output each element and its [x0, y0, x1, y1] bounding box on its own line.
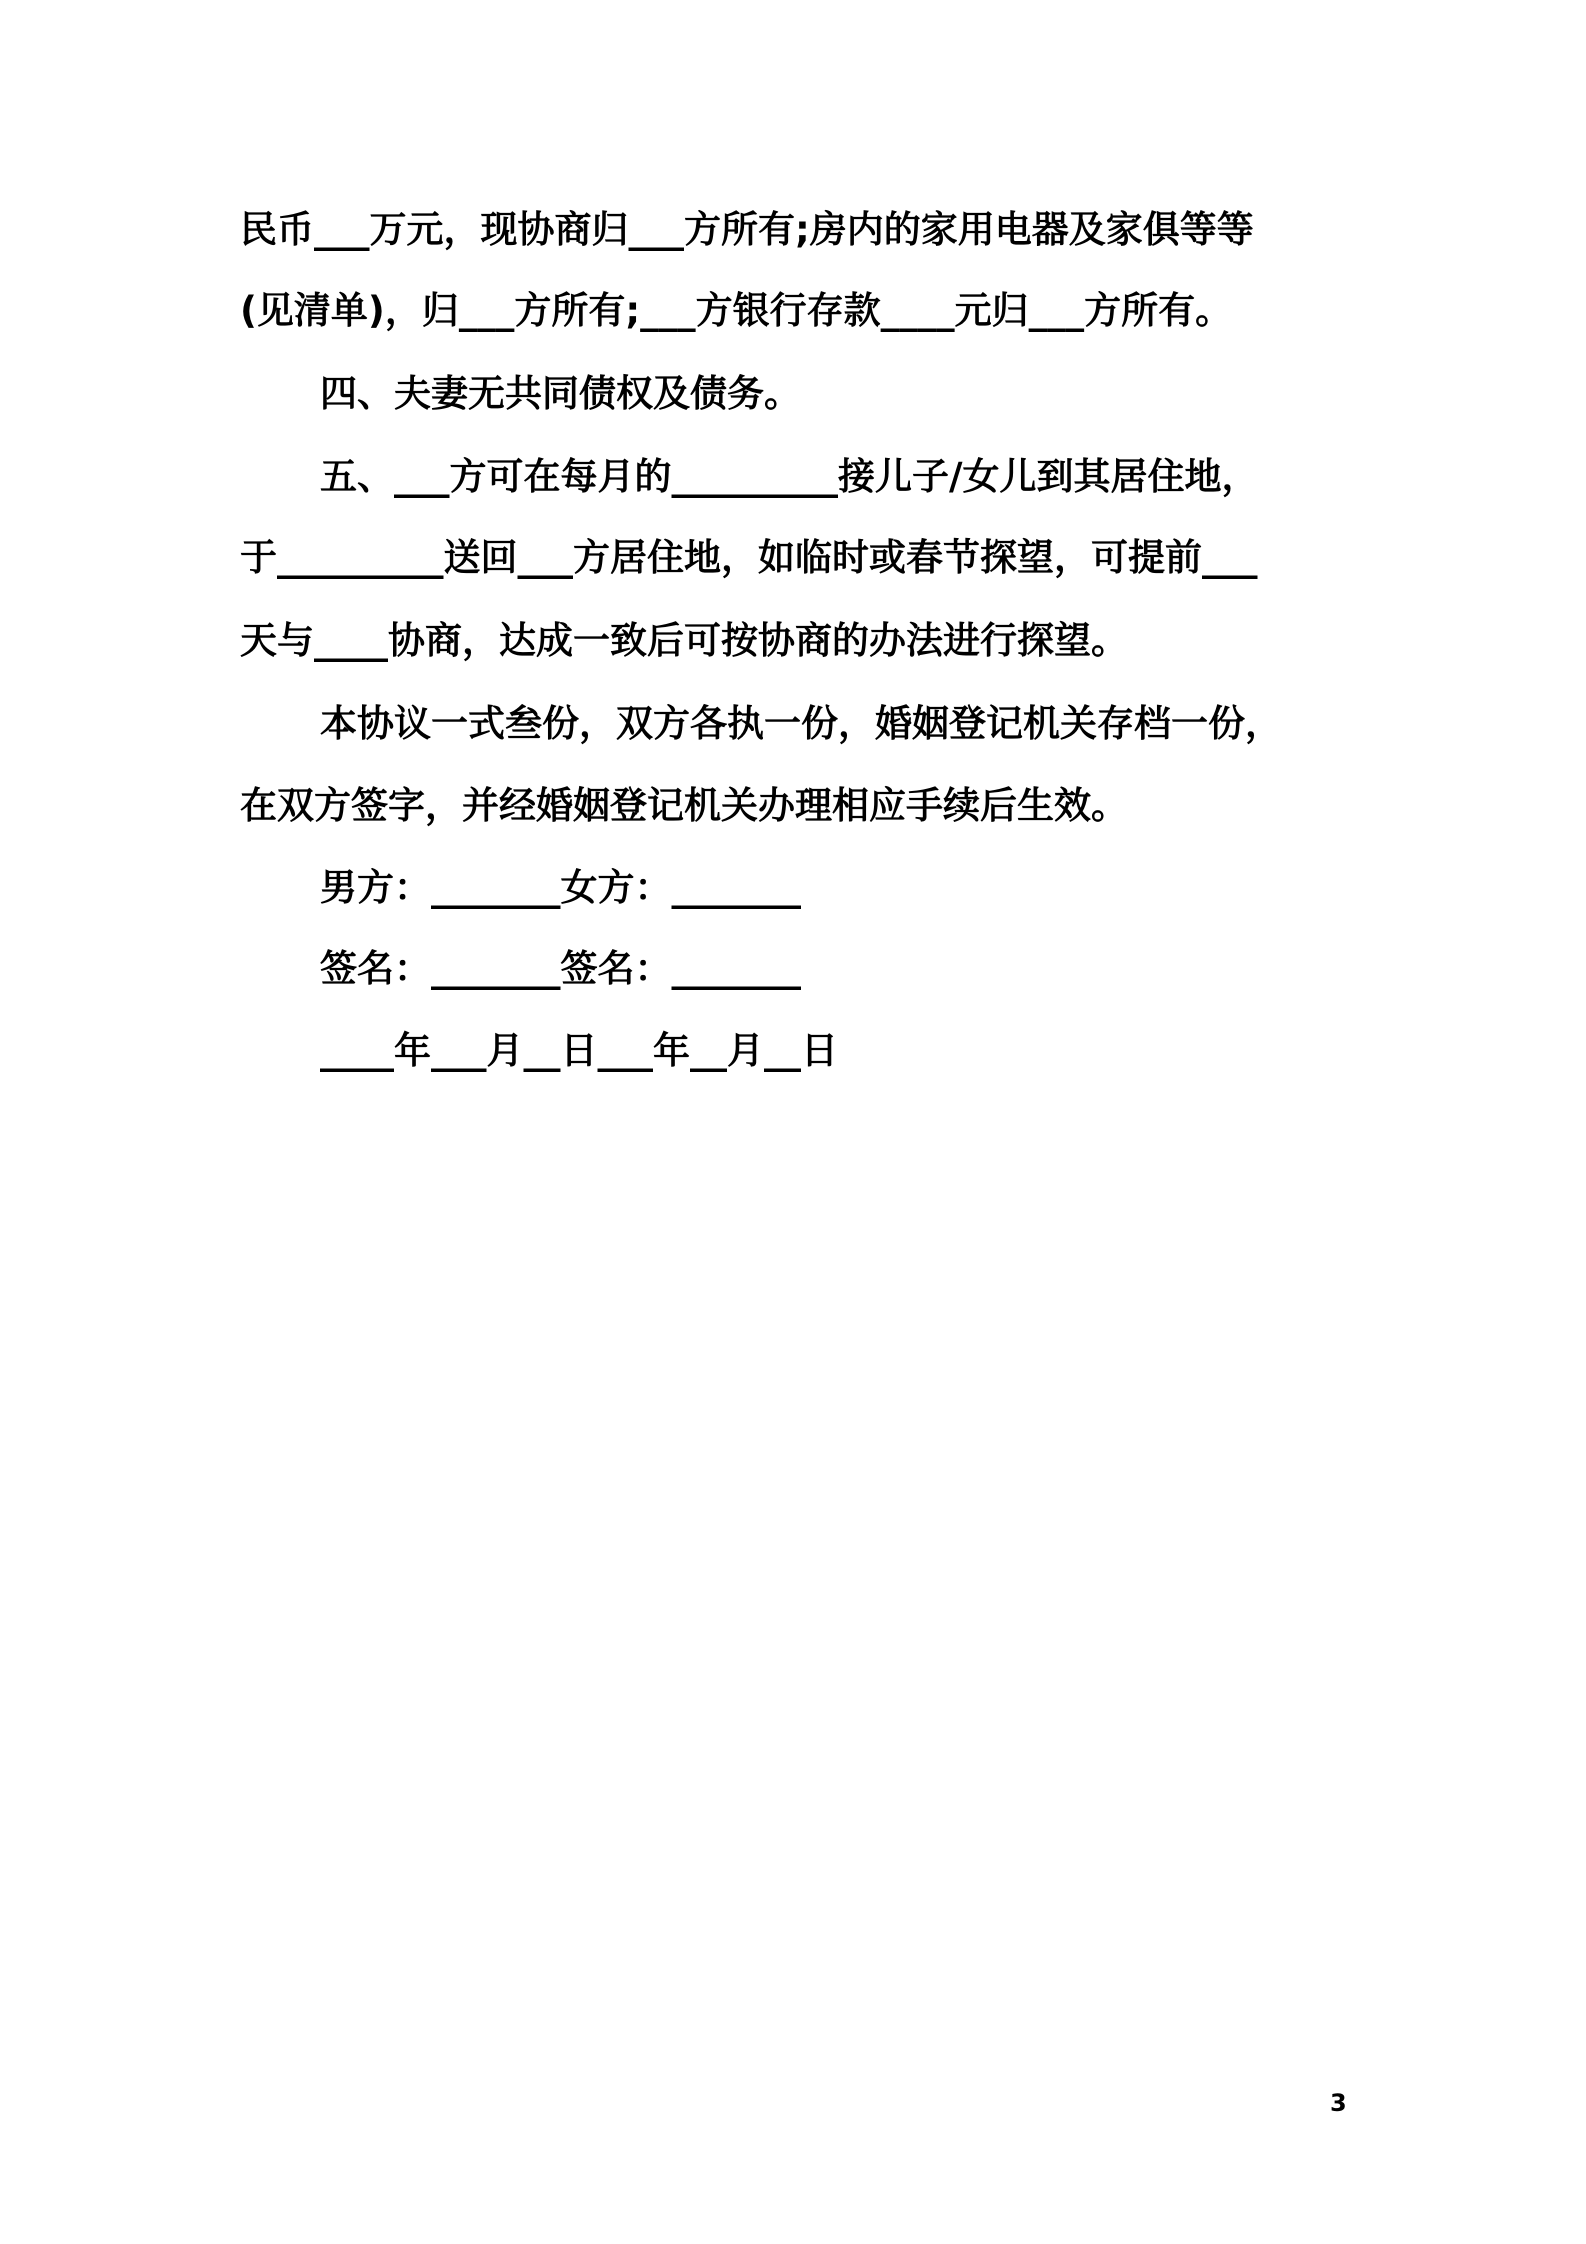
date-line: ____年___月__日___年__月__日 — [320, 1029, 838, 1072]
page-number: 3 — [1330, 2089, 1347, 2117]
property-clause-line-2: (见清单)，归___方所有;___方银行存款____元归___方所有。 — [240, 289, 1233, 332]
visitation-clause-line-3: 天与____协商，达成一致后可按协商的办法进行探望。 — [240, 619, 1128, 662]
party-names-line: 男方：_______女方：_______ — [320, 866, 801, 909]
debt-clause: 四、夫妻无共同债权及债务。 — [320, 372, 801, 415]
visitation-clause-line-1: 五、___方可在每月的_________接儿子/女儿到其居住地， — [320, 455, 1259, 498]
visitation-clause-line-2: 于_________送回___方居住地，如临时或春节探望，可提前___ — [240, 536, 1258, 579]
copies-clause-line-1: 本协议一式叁份，双方各执一份，婚姻登记机关存档一份， — [320, 702, 1282, 745]
copies-clause-line-2: 在双方签字，并经婚姻登记机关办理相应手续后生效。 — [240, 784, 1128, 827]
property-clause-line-1: 民币___万元，现协商归___方所有;房内的家用电器及家俱等等 — [240, 208, 1254, 251]
signature-line: 签名：_______签名：_______ — [320, 947, 801, 990]
